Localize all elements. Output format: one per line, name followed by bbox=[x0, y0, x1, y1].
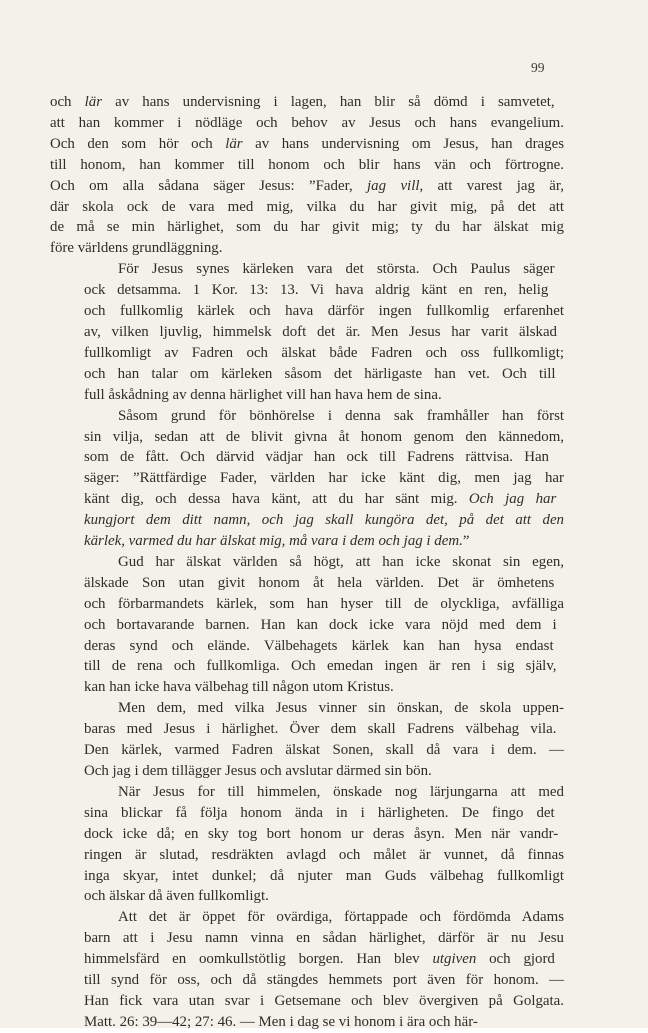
paragraph bbox=[50, 698, 564, 782]
text-line bbox=[50, 698, 564, 719]
text-line bbox=[50, 761, 564, 782]
text-segment: att varest jag är, bbox=[423, 177, 564, 194]
text-segment: fullkomligt av Fadren och älskat både Fadren och oss fullkomligt; bbox=[84, 344, 564, 361]
text-line bbox=[50, 594, 564, 615]
text-segment: kan han icke hava välbehag till någon utom Kristus. bbox=[84, 679, 394, 696]
text-line bbox=[50, 364, 564, 385]
text-line bbox=[50, 636, 564, 657]
paragraph bbox=[50, 406, 564, 552]
text-line bbox=[50, 886, 564, 907]
text-line bbox=[50, 573, 564, 594]
text-line bbox=[50, 991, 564, 1012]
page-number: 99 bbox=[531, 60, 545, 75]
text-line bbox=[50, 1012, 564, 1033]
paragraph bbox=[50, 907, 564, 1032]
text-line bbox=[50, 343, 564, 364]
text-segment: och älskar då även fullkomligt. bbox=[84, 888, 269, 905]
text-segment: Och den som hör och bbox=[50, 135, 226, 152]
text-segment: sina blickar få följa honom ända in i härligheten. De fingo det bbox=[84, 804, 555, 821]
italic-text: utgiven bbox=[432, 951, 477, 968]
text-segment: barn att i Jesu namn vinna en sådan härlighet, därför är nu Jesu bbox=[84, 930, 564, 947]
italic-text: Och jag har bbox=[468, 491, 557, 508]
paragraph bbox=[50, 259, 564, 405]
text-segment: Den kärlek, varmed Fadren älskat Sonen, skall då vara i dem. — bbox=[84, 742, 564, 759]
text-segment: När Jesus for till himmelen, önskade nog lärjungarna att med bbox=[118, 783, 564, 800]
text-line bbox=[50, 656, 564, 677]
text-line bbox=[50, 427, 564, 448]
text-segment: full åskådning av denna härlighet vill han hava hem de sina. bbox=[84, 386, 442, 403]
italic-text: lär bbox=[225, 135, 243, 152]
text-segment: Han fick vara utan svar i Getsemane och blev övergiven på Golgata. bbox=[84, 992, 564, 1009]
text-line bbox=[50, 197, 564, 218]
text-line bbox=[50, 155, 564, 176]
text-segment: dock icke då; en sky tog bort honom ur deras åsyn. Men när vandr- bbox=[84, 825, 559, 842]
text-segment: himmelsfärd en oomkullstötlig borgen. Han blev bbox=[84, 951, 433, 968]
text-line bbox=[50, 782, 564, 803]
paragraph bbox=[50, 782, 564, 907]
paragraph bbox=[50, 552, 564, 698]
text-line bbox=[50, 803, 564, 824]
text-segment: och han talar om kärleken såsom det härligaste han vet. Och till bbox=[84, 365, 556, 382]
text-segment: deras synd och elände. Välbehagets kärlek kan han hysa endast bbox=[84, 637, 554, 654]
text-segment: säger: ”Rättfärdige Fader, världen har icke känt dig, men jag har bbox=[84, 470, 564, 487]
text-segment: av hans undervisning om Jesus, han drages bbox=[242, 135, 565, 152]
body-text bbox=[50, 92, 564, 1033]
text-line bbox=[50, 740, 564, 761]
text-line bbox=[50, 824, 564, 845]
text-line bbox=[50, 677, 564, 698]
text-line bbox=[50, 615, 564, 636]
text-segment: ” bbox=[462, 533, 470, 550]
text-segment: Och om alla sådana säger Jesus: ”Fader, bbox=[50, 177, 368, 194]
text-line bbox=[50, 259, 564, 280]
text-line bbox=[50, 217, 564, 238]
text-line bbox=[50, 866, 564, 887]
text-line bbox=[50, 531, 564, 552]
text-line bbox=[50, 719, 564, 740]
text-segment: och bortavarande barnen. Han kan dock icke vara nöjd med dem i bbox=[84, 616, 557, 633]
text-segment: Men dem, med vilka Jesus vinner sin önskan, de skola uppen- bbox=[118, 700, 564, 717]
text-segment: Gud har älskat världen så högt, att han icke skonat sin egen, bbox=[118, 553, 564, 570]
text-line bbox=[50, 510, 564, 531]
text-line bbox=[50, 92, 564, 113]
text-line bbox=[50, 134, 564, 155]
text-segment: av, vilken ljuvlig, himmelsk doft det är. Men Jesus har varit älskad bbox=[84, 323, 557, 340]
text-segment: och fullkomlig kärlek och hava därför ingen fullkomlig erfarenhet bbox=[84, 303, 564, 320]
text-segment: Och jag i dem tillägger Jesus och avslutar därmed sin bön. bbox=[84, 763, 432, 779]
text-line bbox=[50, 949, 564, 970]
text-line bbox=[50, 301, 564, 322]
text-line bbox=[50, 322, 564, 343]
text-line bbox=[50, 447, 564, 468]
text-line bbox=[50, 280, 564, 301]
text-line bbox=[50, 552, 564, 573]
italic-text: kungjort dem ditt namn, och jag skall kungöra det, på det att den bbox=[84, 512, 564, 529]
text-segment: före världens grundläggning. bbox=[50, 240, 223, 257]
text-segment: de må se min härlighet, som du har givit mig; ty du har älskat mig bbox=[50, 219, 564, 236]
text-line bbox=[50, 468, 564, 489]
text-segment: till synd för oss, och då stängdes hemmets port även för honom. — bbox=[84, 972, 564, 989]
paragraph bbox=[50, 92, 564, 259]
text-line bbox=[50, 928, 564, 949]
text-line bbox=[50, 970, 564, 991]
text-segment: Att det är öppet för ovärdiga, förtappade och fördömda Adams bbox=[118, 909, 564, 926]
italic-text: lär bbox=[84, 94, 102, 110]
text-line bbox=[50, 907, 564, 928]
text-line bbox=[50, 845, 564, 866]
text-segment: som de fått. Och därvid vädjar han ock till Fadrens rättvisa. Han bbox=[84, 449, 549, 466]
text-line bbox=[50, 176, 564, 197]
italic-text: kärlek, varmed du har älskat mig, må vara i dem och jag i dem. bbox=[84, 533, 463, 550]
text-segment: ringen är slutad, resdräkten avlagd och målet är vunnet, då finnas bbox=[84, 846, 564, 863]
text-segment: till de rena och fullkomliga. Och emedan ingen är ren i sig själv, bbox=[84, 658, 557, 675]
text-segment: att han kommer i nödläge och behov av Jesus och hans evangelium. bbox=[50, 114, 564, 131]
text-line bbox=[50, 238, 564, 259]
text-segment: till honom, han kommer till honom och blir hans vän och förtrogne. bbox=[50, 156, 564, 173]
text-segment: Matt. 26: 39—42; 27: 46. — Men i dag se vi honom i ära och här- bbox=[84, 1013, 478, 1030]
text-segment: av hans undervisning i lagen, han blir så dömd i samvetet, bbox=[102, 94, 555, 110]
text-segment: och gjord bbox=[476, 951, 555, 968]
text-segment: älskade Son utan givit honom åt hela världen. Det är ömhetens bbox=[84, 574, 555, 591]
text-segment: Såsom grund för bönhörelse i denna sak framhåller han först bbox=[118, 407, 564, 424]
text-segment: baras med Jesus i härlighet. Över dem skall Fadrens välbehag vila. bbox=[84, 721, 557, 738]
text-segment: sin vilja, sedan att de blivit givna åt honom genom den kännedom, bbox=[84, 428, 564, 445]
text-line bbox=[50, 489, 564, 510]
text-segment: ock detsamma. 1 Kor. 13: 13. Vi hava aldrig känt en ren, helig bbox=[84, 282, 549, 299]
text-line bbox=[50, 113, 564, 134]
text-segment: inga skyar, intet dunkel; då njuter man Guds välbehag fullkomligt bbox=[84, 867, 564, 884]
text-line bbox=[50, 406, 564, 427]
text-segment: För Jesus synes kärleken vara det största. Och Paulus säger bbox=[118, 261, 555, 278]
italic-text: jag vill, bbox=[367, 177, 424, 194]
text-segment: och bbox=[50, 94, 85, 110]
text-segment: där skola ock de vara med mig, vilka du har givit mig, på det att bbox=[50, 198, 564, 215]
text-line bbox=[50, 385, 564, 406]
text-segment: och förbarmandets kärlek, som han hyser till de olyckliga, avfälliga bbox=[84, 595, 564, 612]
text-segment: känt dig, och dessa hava känt, att du har sänt mig. bbox=[84, 491, 469, 508]
